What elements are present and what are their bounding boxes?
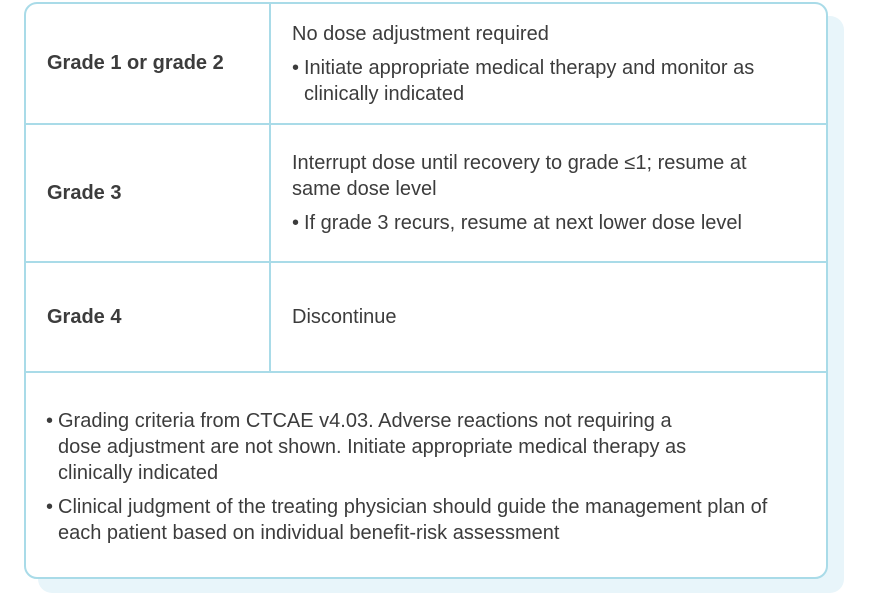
action-cell: [271, 125, 826, 261]
dose-modification-table: [24, 2, 828, 579]
table-row-grade-1-2: [26, 4, 826, 125]
action-text: Interrupt dose until recovery to grade ≤1; resume at same dose level: [292, 152, 747, 200]
table-row-grade-3: [26, 125, 826, 263]
action-text: No dose adjustment required: [292, 22, 549, 45]
bullet-marker: •: [46, 496, 54, 518]
action-bullet: [292, 210, 826, 236]
grade-label: Grade 4: [26, 263, 271, 371]
footnote-item: [46, 494, 786, 546]
bullet-marker: •: [292, 212, 300, 234]
bullet-text: If grade 3 recurs, resume at next lower dose level: [304, 212, 742, 234]
bullet-text: Initiate appropriate medical therapy and monitor as clinically indicated: [304, 56, 755, 105]
action-cell: [271, 4, 826, 123]
grade-label: Grade 3: [26, 125, 271, 261]
footnote-item: [46, 408, 786, 486]
bullet-marker: •: [292, 56, 300, 79]
footnote-text: Grading criteria from CTCAE v4.03. Adverse reactions not requiring a dose adjustment are not shown. Initiate appropriate medical therapy as clinically indicated: [58, 410, 687, 484]
grade-label: Grade 1 or grade 2: [26, 4, 271, 123]
table-row-grade-4: [26, 263, 826, 373]
footnote-text: Clinical judgment of the treating physician should guide the management plan of each patient based on individual benefit-risk assessment: [58, 496, 768, 544]
action-cell: [271, 263, 826, 371]
footnotes: [26, 373, 826, 546]
action-bullet: [292, 55, 826, 107]
bullet-marker: •: [46, 410, 54, 432]
action-text: Discontinue: [292, 306, 397, 328]
